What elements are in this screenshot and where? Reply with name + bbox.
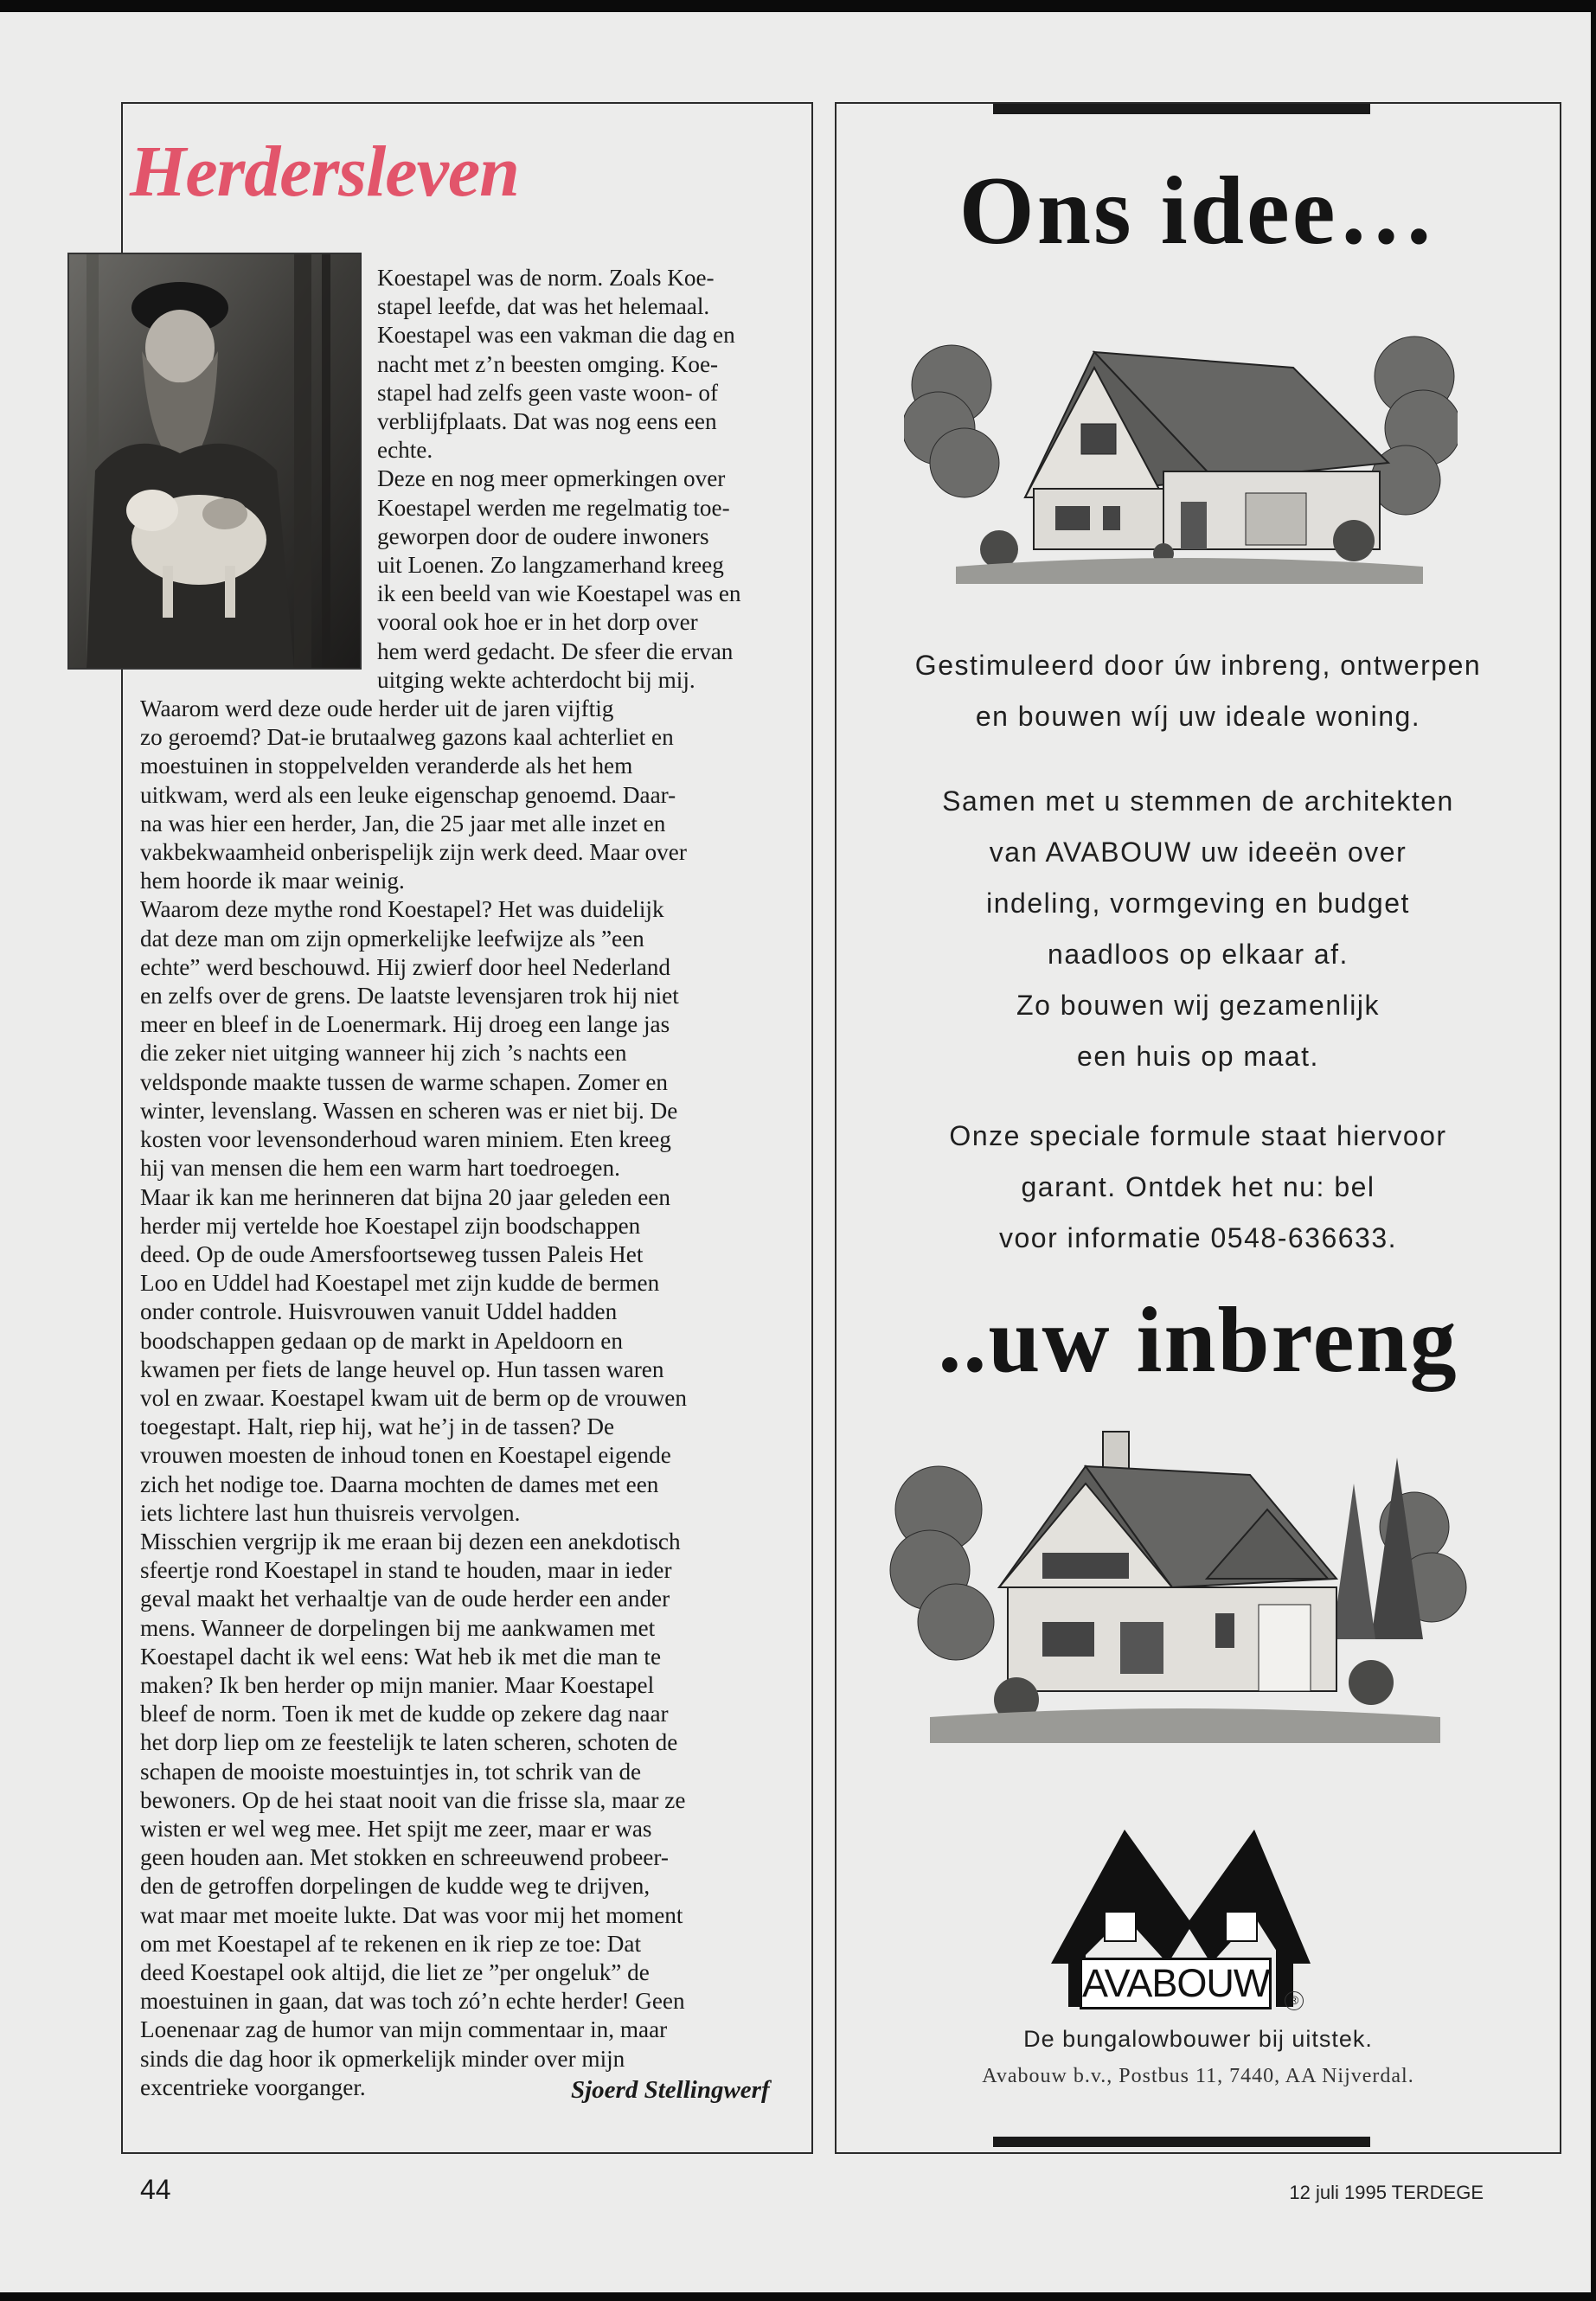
- article-line: Koestapel dacht ik wel eens: Wat heb ik met die man te: [140, 1643, 662, 1670]
- article-line: toegestapt. Halt, riep hij, wat he’j in de tassen? De: [140, 1413, 615, 1440]
- ad-slogan: De bungalowbouwer bij uitstek.: [1023, 2026, 1373, 2052]
- article-line: Loenenaar zag de humor van mijn commentaar in, maar: [140, 2016, 668, 2043]
- article-line: Koestapel was een vakman die dag en: [377, 322, 735, 349]
- ad-copy-line: garant. Ontdek het nu: bel: [1021, 1171, 1375, 1202]
- article-line: het dorp liep om ze feestelijk te laten scheren, schoten de: [140, 1729, 678, 1756]
- article-line: vol en zwaar. Koestapel kwam uit de berm op de vrouwen: [140, 1384, 687, 1411]
- article-line: kwamen per fiets de lange heuvel op. Hun tassen waren: [140, 1356, 664, 1382]
- article-line: dat deze man om zijn opmerkelijke leefwijze als ”een: [140, 925, 644, 952]
- ad-copy-line: Onze speciale formule staat hiervoor: [949, 1120, 1447, 1151]
- article-line: stapel had zelfs geen vaste woon- of: [377, 379, 719, 406]
- article-line: vooral ook hoe er in het dorp over: [377, 609, 698, 636]
- article-line: bewoners. Op de hei staat nooit van die frisse sla, maar ze: [140, 1786, 686, 1813]
- article-byline: Sjoerd Stellingwerf: [571, 2076, 770, 2104]
- article-line: Loo en Uddel had Koestapel met zijn kudde de bermen: [140, 1270, 660, 1297]
- article-line: vrouwen moesten de inhoud tonen en Koestapel eigende: [140, 1442, 671, 1469]
- article-line: om met Koestapel af te rekenen en ik riep ze toe: Dat: [140, 1930, 641, 1957]
- ad-copy-line: naadloos op elkaar af.: [1048, 939, 1349, 970]
- article-line: mens. Wanneer de dorpelingen bij me aankwamen met: [140, 1614, 656, 1641]
- article-line: zo geroemd? Dat-ie brutaalweg gazons kaal achterliet en: [140, 724, 674, 751]
- article-line: excentrieke voorganger.: [140, 2073, 366, 2100]
- ad-copy-main: [852, 776, 1544, 1082]
- article-line: na was hier een herder, Jan, die 25 jaar met alle inzet en: [140, 810, 666, 836]
- article-paragraph: [140, 465, 798, 895]
- article-paragraph: [140, 264, 798, 465]
- article-line: schapen de mooiste moestuintjes in, tot schrik van de: [140, 1758, 642, 1785]
- article-line: vakbekwaamheid onberispelijk zijn werk deed. Maar over: [140, 839, 687, 866]
- article-line: uitging wekte achterdocht bij mij.: [377, 666, 695, 693]
- article-line: ik een beeld van wie Koestapel was en: [377, 580, 741, 607]
- ad-copy-line: en bouwen wíj uw ideale woning.: [975, 701, 1421, 732]
- article-line: sfeertje rond Koestapel in stand te houden, maar in ieder: [140, 1557, 672, 1584]
- article-line: Misschien vergrijp ik me eraan bij dezen een anekdotisch: [140, 1528, 681, 1554]
- ad-copy-line: voor informatie 0548-636633.: [998, 1222, 1398, 1253]
- ad-copy-line: Gestimuleerd door úw inbreng, ontwerpen: [914, 650, 1482, 681]
- article-line: Koestapel was de norm. Zoals Koe-: [377, 265, 715, 291]
- ad-headline-bottom: ..uw inbreng: [938, 1289, 1458, 1392]
- article-line: wisten er wel weg mee. Het spijt me zeer, maar er was: [140, 1815, 652, 1842]
- article-line: herder mij vertelde hoe Koestapel zijn boodschappen: [140, 1212, 641, 1239]
- article-line: meer en bleef in de Loenermark. Hij droeg een lange jas: [140, 1011, 670, 1038]
- ad-top-rule: [993, 104, 1370, 114]
- article-line: moestuinen in stoppelvelden veranderde als het hem: [140, 753, 633, 779]
- article-line: Maar ik kan me herinneren dat bijna 20 jaar geleden een: [140, 1183, 670, 1210]
- article-line: stapel leefde, dat was het helemaal.: [377, 293, 710, 320]
- ad-copy-line: van AVABOUW uw ideeën over: [989, 836, 1407, 868]
- article-line: hij van mensen die hem een warm hart toedroegen.: [140, 1155, 620, 1182]
- article-line: hem hoorde ik maar weinig.: [140, 868, 405, 894]
- article-line: uit Loenen. Zo langzamerhand kreeg: [377, 552, 724, 579]
- ad-copy-line: Samen met u stemmen de architekten: [942, 785, 1454, 817]
- scan-edge-top: [0, 0, 1596, 12]
- article-line: hem werd gedacht. De sfeer die ervan: [377, 638, 734, 664]
- scan-edge-right: [1591, 0, 1596, 2301]
- ad-address: Avabouw b.v., Postbus 11, 7440, AA Nijverdal.: [982, 2065, 1414, 2087]
- article-line: kosten voor levensonderhoud waren miniem. Eten kreeg: [140, 1126, 671, 1153]
- article-line: iets lichtere last hun thuisreis vervolgen.: [140, 1499, 521, 1526]
- article-line: geen houden aan. Met stokken en schreeuwend probeer-: [140, 1844, 669, 1871]
- page-number: 44: [140, 2174, 171, 2205]
- article-line: verblijfplaats. Dat was nog eens een: [377, 408, 717, 435]
- article-line: moestuinen in gaan, dat was toch zó’n echte herder! Geen: [140, 1988, 685, 2015]
- article-line: uitkwam, werd als een leuke eigenschap genoemd. Daar-: [140, 781, 676, 808]
- registered-mark: ®: [1285, 1991, 1304, 2010]
- ad-copy-line: een huis op maat.: [1077, 1041, 1319, 1072]
- ad-copy-intro: [852, 640, 1544, 742]
- house-illustration-top: [904, 290, 1458, 584]
- article-line: Waarom werd deze oude herder uit de jaren vijftig: [140, 695, 614, 722]
- article-line: deed Koestapel ook altijd, die liet ze ”per ongeluk” de: [140, 1958, 650, 1985]
- article-line: deed. Op de oude Amersfoortseweg tussen Paleis Het: [140, 1240, 644, 1267]
- article-line: Waarom deze mythe rond Koestapel? Het was duidelijk: [140, 896, 664, 923]
- article-line: geval maakt het verhaaltje van de oude herder een ander: [140, 1586, 670, 1612]
- article-line: die zeker niet uitging wanneer hij zich ’s nachts een: [140, 1040, 627, 1067]
- ad-copy-contact: [852, 1111, 1544, 1264]
- avabouw-logo-wordmark: AVABOUW: [1080, 1958, 1272, 2009]
- article-paragraph: [140, 1183, 798, 1528]
- article-line: maken? Ik ben herder op mijn manier. Maar Koestapel: [140, 1671, 655, 1698]
- article-title: Herdersleven: [130, 131, 519, 212]
- article-line: zich het nodige toe. Daarna mochten de dames met een: [140, 1471, 659, 1497]
- article-line: geworpen door de oudere inwoners: [377, 522, 709, 549]
- article-line: Koestapel werden me regelmatig toe-: [377, 494, 730, 521]
- article-line: den de getroffen dorpelingen de kudde weg te drijven,: [140, 1873, 651, 1900]
- article-line: sinds die dag hoor ik opmerkelijk minder over mijn: [140, 2045, 625, 2072]
- article-line: echte” werd beschouwd. Hij zwierf door heel Nederland: [140, 953, 670, 980]
- scan-edge-bottom: [0, 2292, 1596, 2301]
- article-line: Deze en nog meer opmerkingen over: [377, 465, 726, 492]
- article-line: boodschappen gedaan op de markt in Apeldoorn en: [140, 1327, 623, 1354]
- article-body: [140, 264, 798, 2102]
- ad-headline-top: Ons idee…: [958, 157, 1438, 265]
- ad-bottom-rule: [993, 2137, 1370, 2147]
- article-line: onder controle. Huisvrouwen vanuit Uddel hadden: [140, 1298, 618, 1325]
- article-paragraph: [140, 895, 798, 1183]
- issue-footer: 12 juli 1995 TERDEGE: [1289, 2182, 1484, 2203]
- ad-copy-line: Zo bouwen wij gezamenlijk: [1016, 990, 1380, 1021]
- article-paragraph: [140, 1528, 798, 2102]
- article-line: wat maar met moeite lukte. Dat was voor mij het moment: [140, 1901, 683, 1928]
- article-line: veldsponde maakte tussen de warme schapen. Zomer en: [140, 1068, 668, 1095]
- article-line: bleef de norm. Toen ik met de kudde op zekere dag naar: [140, 1701, 669, 1727]
- article-line: winter, levenslang. Wassen en scheren was er niet bij. De: [140, 1097, 678, 1124]
- article-line: nacht met z’n beesten omging. Koe-: [377, 350, 719, 377]
- article-line: en zelfs over de grens. De laatste levensjaren trok hij niet: [140, 983, 679, 1009]
- article-line: echte.: [377, 437, 433, 464]
- house-illustration-bottom: [887, 1423, 1475, 1743]
- ad-copy-line: indeling, vormgeving en budget: [986, 888, 1410, 919]
